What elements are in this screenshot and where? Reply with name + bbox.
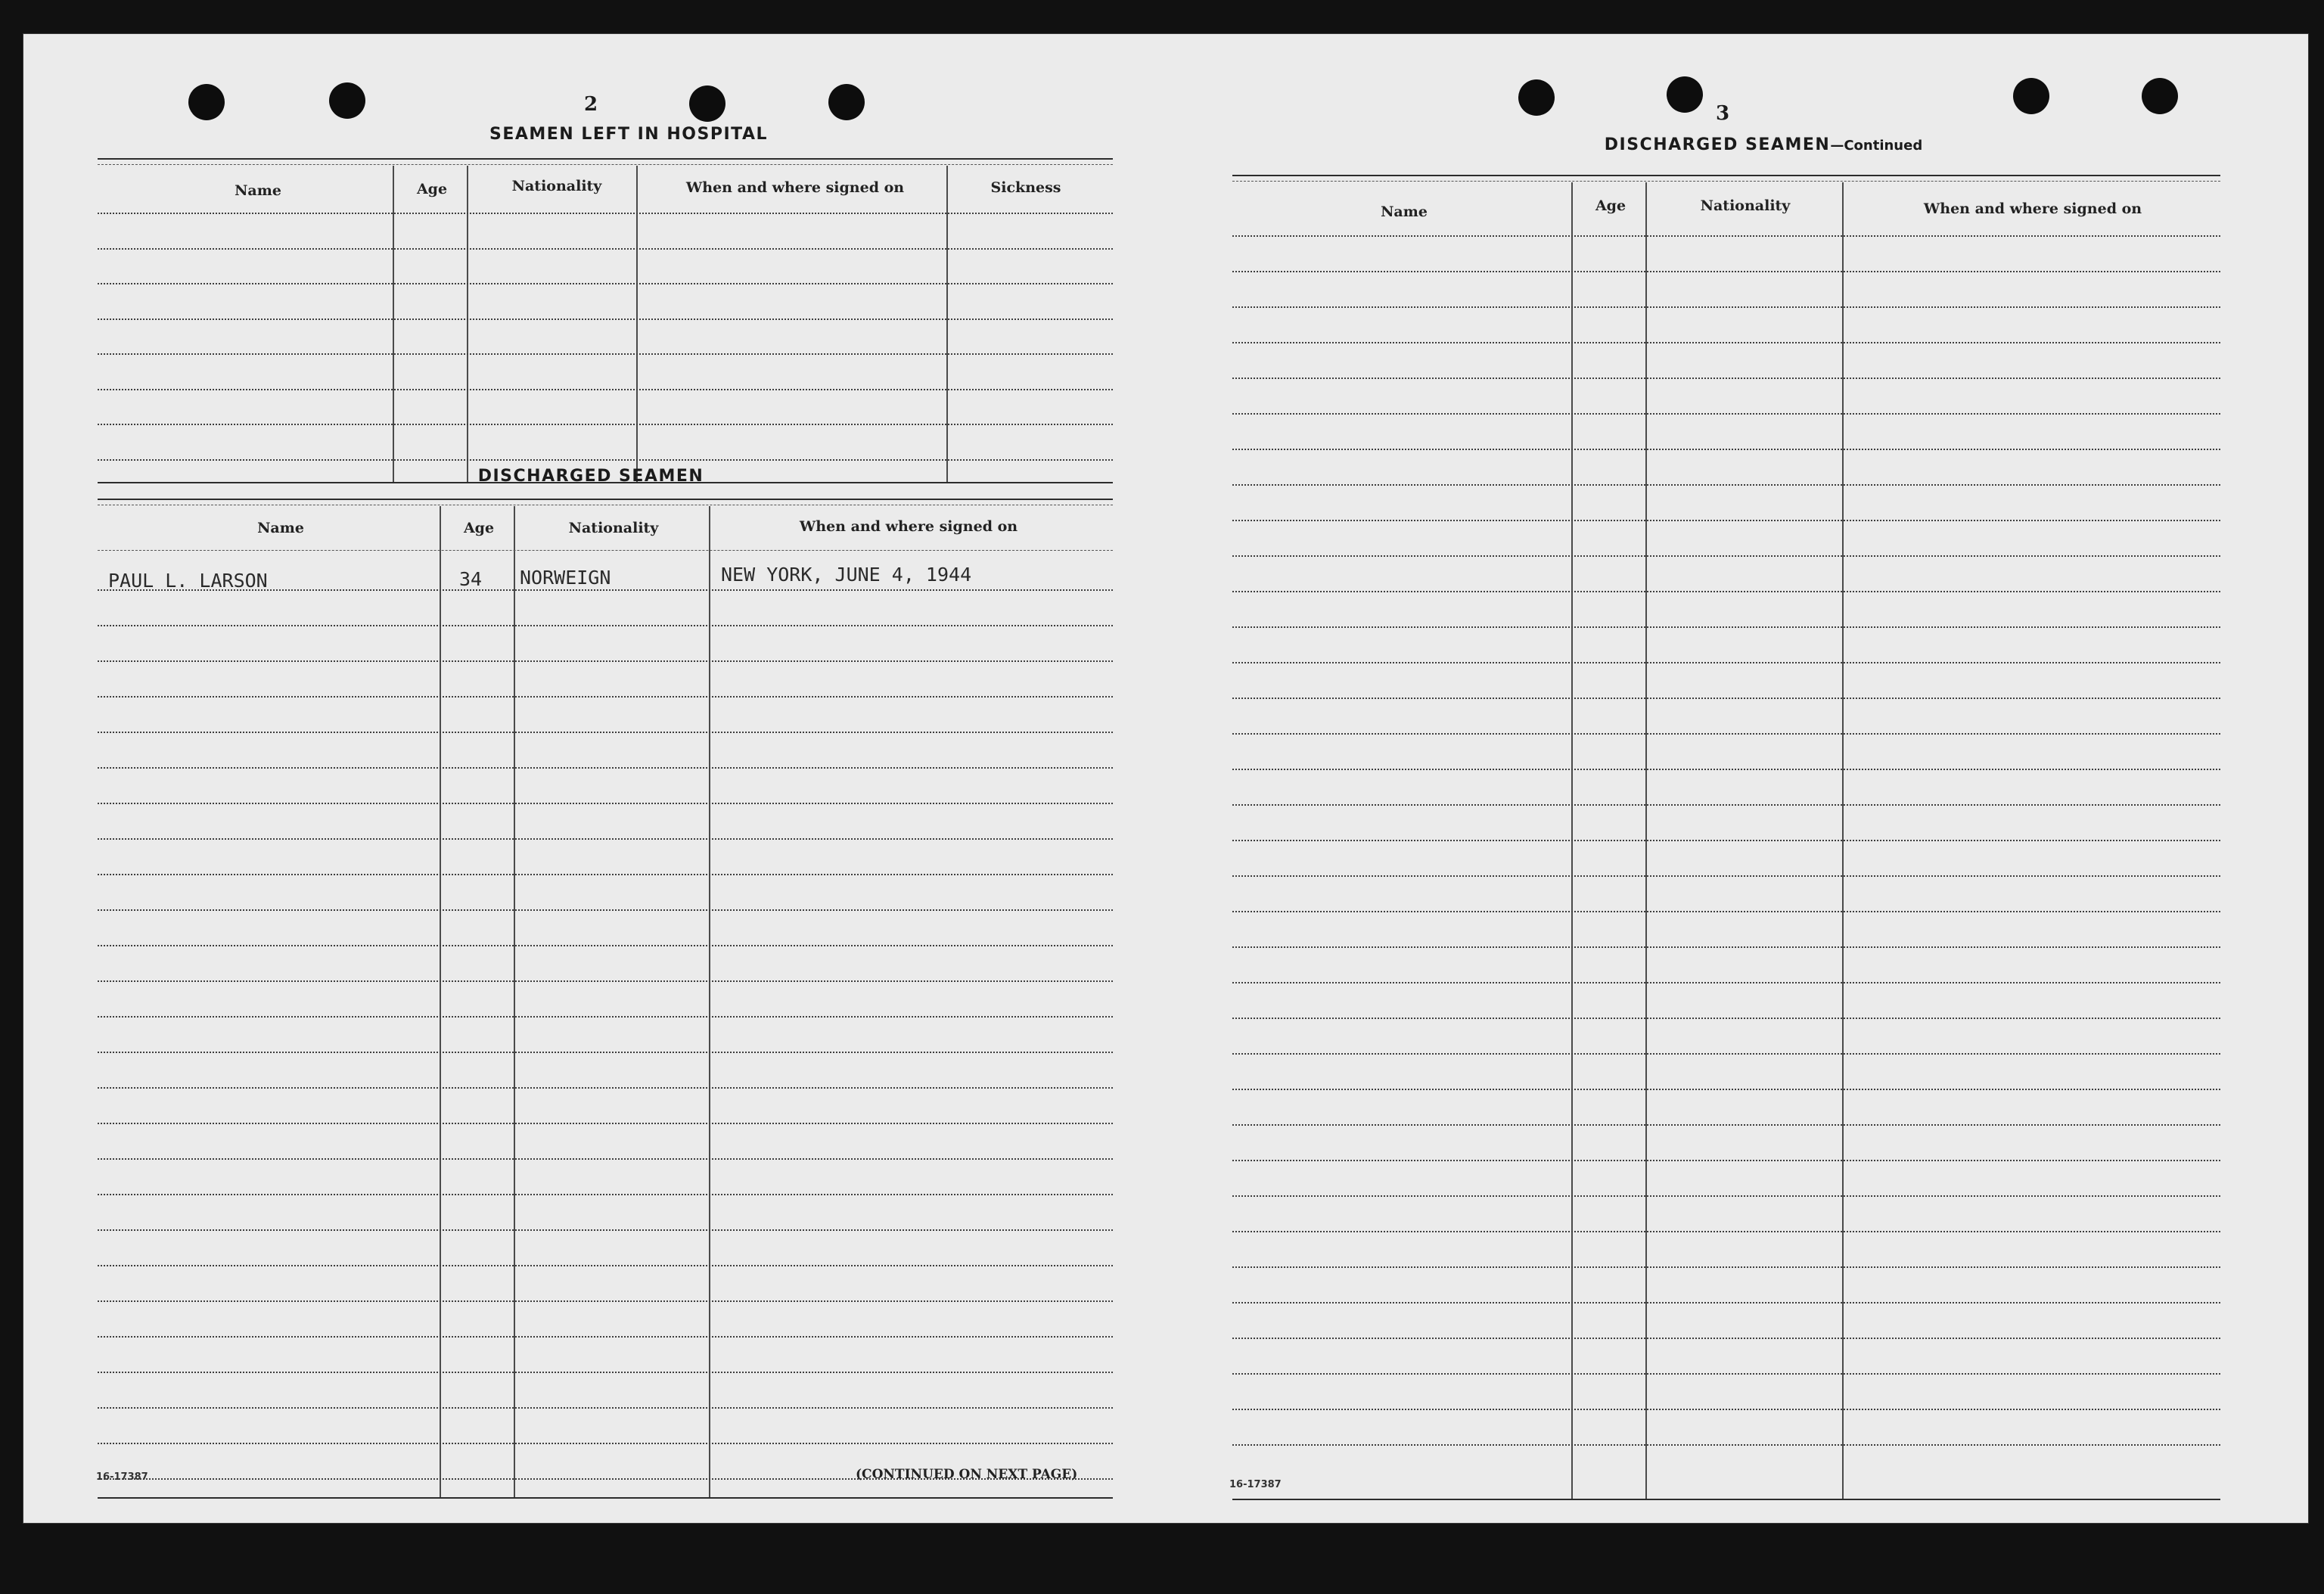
seaman-age: 34 [459,568,483,590]
ruled-row-line [1232,520,2220,521]
column-header-nationality: Nationality [1700,197,1791,214]
ruled-row-line [1232,1124,2220,1126]
ruled-row-line [98,389,1113,390]
column-header-name: Name [1381,204,1428,220]
ruled-row-line [1232,1089,2220,1090]
ruled-row-line [98,767,1113,769]
ruled-row-line [98,945,1113,946]
column-header-age: Age [463,520,495,536]
column-header-signed-on: When and where signed on [799,518,1018,535]
ruled-row-line [98,1407,1113,1409]
ruled-row-line [1232,946,2220,948]
ruled-row-line [1232,306,2220,308]
ruled-row-line [1232,626,2220,628]
column-header-name: Name [257,520,304,536]
ruled-row-line [98,1123,1113,1124]
ruled-row-line [1232,378,2220,379]
ruled-row-line [1232,911,2220,912]
ruled-row-line [1232,1195,2220,1197]
ruled-row-line [98,874,1113,875]
ruled-row-line [1232,591,2220,592]
page-number: 2 [583,93,598,116]
column-divider [514,506,515,1497]
column-divider [440,506,441,1497]
ruled-row-line [98,1300,1113,1302]
column-header-sickness: Sickness [990,179,1061,196]
ruled-row-line [98,459,1113,461]
ruled-row-line [98,1052,1113,1053]
ruled-row-line [1232,271,2220,272]
punch-hole [188,84,225,120]
ruled-row-line [98,1087,1113,1089]
hospital-table-top-rule [98,164,1113,165]
ruled-row-line [98,1016,1113,1018]
discharged-continued-title [1536,135,1990,154]
ruled-row-line [1232,555,2220,557]
discharged-table-top-rule [98,499,1113,500]
ruled-row-line [98,213,1113,214]
ruled-row-line [1232,1302,2220,1303]
column-divider [709,506,710,1497]
ruled-row-line [1232,235,2220,237]
ruled-row-line [98,353,1113,355]
ruled-row-line [1232,662,2220,663]
ruled-row-line [1232,1053,2220,1055]
ruled-row-line [98,1443,1113,1444]
table-top-rule [1232,181,2220,182]
column-header-age: Age [416,181,448,197]
ruled-row-line [98,1336,1113,1338]
punch-hole [1667,76,1703,113]
ruled-row-line [1232,982,2220,983]
ruled-row-line [1232,1266,2220,1268]
seaman-nationality: NORWEIGN [520,567,611,589]
punch-hole [828,84,865,120]
form-number: 16-17387 [1229,1479,1282,1490]
continued-note: (CONTINUED ON NEXT PAGE) [856,1467,1078,1482]
ruled-row-line [98,589,1113,591]
ruled-row-line [98,909,1113,911]
ruled-row-line [1232,449,2220,450]
ruled-row-line [98,1229,1113,1231]
ruled-row-line [98,318,1113,320]
column-header-signed-on: When and where signed on [1923,200,2142,217]
table-top-rule [1232,175,2220,176]
discharged-section-title: DISCHARGED SEAMEN [477,467,704,486]
ruled-row-line [98,838,1113,840]
ruled-row-line [1232,1018,2220,1019]
hospital-section-title: SEAMEN LEFT IN HOSPITAL [489,125,768,144]
ruled-row-line [1232,698,2220,699]
punch-hole [329,82,365,119]
ledger-sheet [23,33,2309,1524]
form-number: 16-17387 [96,1471,148,1483]
punch-hole [2142,78,2178,114]
hospital-table-top-rule [98,158,1113,160]
ruled-row-line [98,1158,1113,1160]
right-page [1158,34,2308,1523]
punch-hole [2013,78,2049,114]
table-bottom-rule [1232,1499,2220,1500]
page-number: 3 [1715,102,1730,125]
ruled-row-line [1232,875,2220,877]
ruled-row-line [98,424,1113,425]
column-header-name: Name [235,182,281,199]
title-suffix: —Continued [1830,138,1923,154]
ruled-row-line [98,660,1113,662]
ruled-row-line [1232,1373,2220,1375]
ruled-row-line [1232,1444,2220,1446]
punch-hole [1518,79,1555,116]
header-separator [98,550,1113,551]
punch-hole [689,85,725,122]
column-header-nationality: Nationality [511,178,602,194]
left-page [23,34,1158,1523]
ruled-row-line [1232,769,2220,770]
ruled-row-line [98,1265,1113,1266]
ruled-row-line [1232,484,2220,486]
ruled-row-line [1232,342,2220,343]
ruled-row-line [98,625,1113,626]
column-header-signed-on: When and where signed on [685,179,905,196]
title-main: DISCHARGED SEAMEN [1604,135,1831,154]
discharged-table-bottom-rule [98,1497,1113,1499]
ruled-row-line [98,248,1113,250]
ruled-row-line [98,1372,1113,1373]
column-header-age: Age [1595,197,1626,214]
ruled-row-line [98,803,1113,804]
ruled-row-line [98,732,1113,733]
ruled-row-line [1232,840,2220,841]
ruled-row-line [1232,733,2220,735]
seaman-name: PAUL L. LARSON [108,570,268,592]
ruled-row-line [98,283,1113,284]
ruled-row-line [1232,1160,2220,1161]
ruled-row-line [1232,1231,2220,1232]
column-header-nationality: Nationality [568,520,659,536]
ruled-row-line [98,1194,1113,1195]
ruled-row-line [1232,1409,2220,1410]
ruled-row-line [1232,1338,2220,1339]
ruled-row-line [98,696,1113,698]
ruled-row-line [98,980,1113,982]
ruled-row-line [1232,804,2220,806]
seaman-signed-on: NEW YORK, JUNE 4, 1944 [721,564,972,586]
ruled-row-line [1232,413,2220,415]
